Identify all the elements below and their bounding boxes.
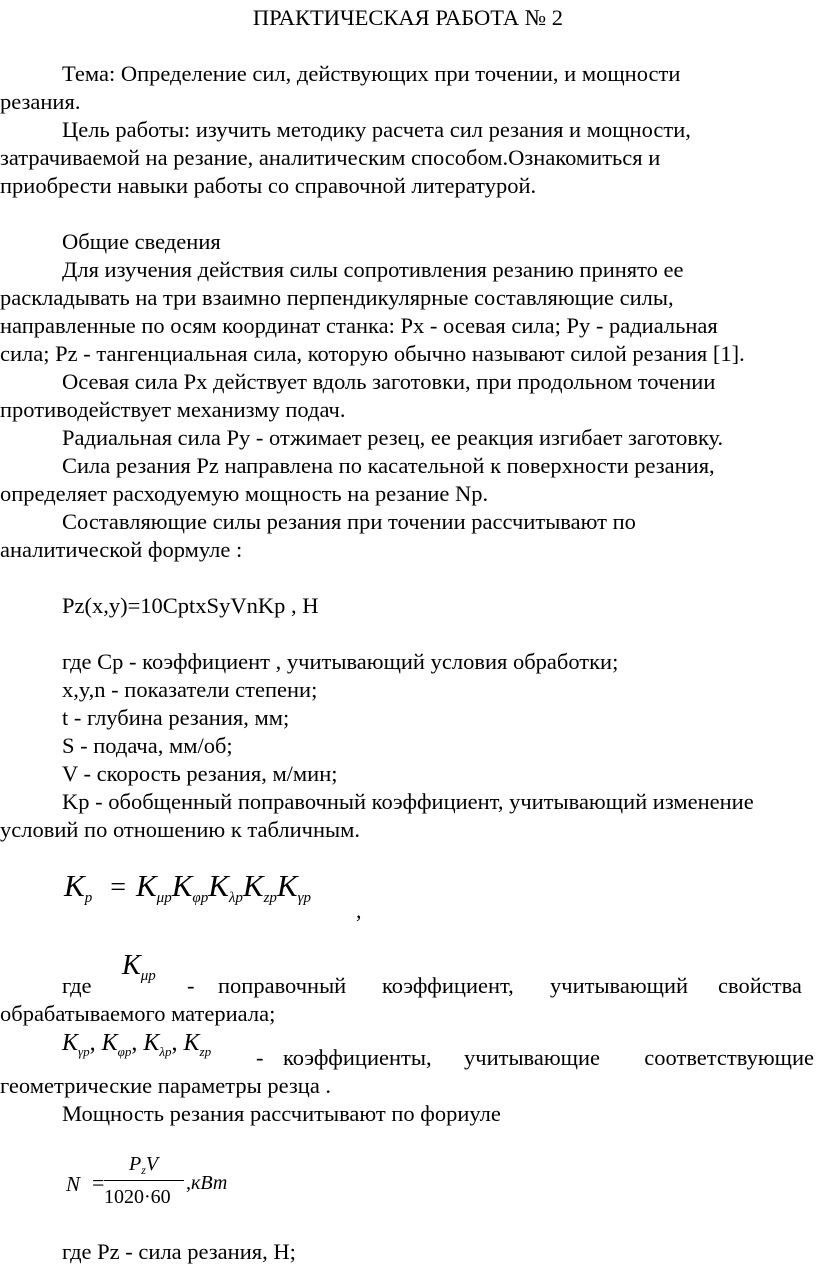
def-kp-line-2: условий по отношению к табличным.: [0, 817, 361, 842]
k-sub: μp: [140, 968, 156, 984]
kmu-def-line-2: обрабатываемого материала;: [0, 1001, 276, 1026]
p-sub: z: [141, 1163, 146, 1177]
k-symbol: K: [171, 868, 193, 903]
p4-line-1: Сила резания Pz направлена по касательной к поверхности резания,: [62, 453, 715, 478]
k-symbol: K: [183, 1030, 200, 1056]
p1-line-2: раскладывать на три взаимно перпендикулярные составляющие силы,: [0, 285, 674, 310]
n-symbol: N: [66, 1172, 81, 1196]
goal-line-3: приобрести навыки работы со справочной литературой.: [0, 173, 537, 198]
sep: ,: [89, 1030, 96, 1056]
p5-line-1: Составляющие силы резания при точении рассчитывают по: [62, 509, 636, 534]
word: поправочный: [218, 973, 347, 998]
topic-line-1: Тема: Определение сил, действующих при точении, и мощности: [62, 61, 681, 86]
k-symbol: K: [242, 868, 264, 903]
formula-n-unit: ,кВт: [186, 1172, 228, 1194]
page-title: ПРАКТИЧЕСКАЯ РАБОТА № 2: [252, 5, 564, 30]
def-kp-line-1: Kp - обобщенный поправочный коэффициент, учитывающий изменение: [62, 789, 754, 814]
topic-line-2: резания.: [0, 89, 81, 114]
p1-line-3: направленные по осям координат станка: Px - осевая сила; Py - радиальная: [0, 313, 718, 338]
k-symbol: K: [143, 1030, 160, 1056]
k-sub: zp: [263, 890, 277, 906]
k-sub: zp: [199, 1044, 212, 1059]
k-sub: φp: [117, 1044, 132, 1059]
k-sub: p: [84, 890, 93, 906]
goal-line-1: Цель работы: изучить методику расчета сил резания и мощности,: [62, 117, 691, 142]
k-symbol: K: [62, 1030, 79, 1056]
fraction-bar: [104, 1180, 184, 1181]
formula-comma: ,: [356, 898, 362, 923]
general-heading: Общие сведения: [62, 229, 221, 254]
k-symbol: K: [276, 868, 298, 903]
word: соответствующие: [644, 1045, 814, 1070]
formula-force: Pz(x,y)=10CptxSyVnKp , H: [62, 593, 319, 618]
p1-line-1: Для изучения действия силы сопротивления резанию принято ее: [62, 257, 684, 282]
dash: -: [187, 973, 195, 998]
k-symbol: K: [135, 868, 157, 903]
formula-kp: [64, 868, 311, 907]
k-sub: λp: [159, 1044, 172, 1059]
equals-sign: =: [110, 872, 126, 903]
def-cp: где Cp - коэффициент , учитывающий условия обработки;: [62, 649, 619, 674]
formula-n-numerator: [129, 1153, 158, 1178]
kmu-symbol: [122, 950, 156, 985]
k-sub: γp: [78, 1044, 90, 1059]
word: свойства: [718, 973, 802, 998]
p4-line-2: определяет расходуемую мощность на резание Np.: [0, 481, 489, 506]
last-line: где Pz - сила резания, H;: [62, 1239, 296, 1264]
k-sub: μp: [156, 890, 172, 906]
word: коэффициенты,: [283, 1045, 432, 1070]
k-sub: λp: [228, 890, 243, 906]
k-symbol: K: [101, 1030, 118, 1056]
dash: -: [256, 1045, 264, 1070]
word: коэффициент,: [382, 973, 514, 998]
def-xyn: x,y,n - показатели степени;: [62, 677, 318, 702]
k-sub: γp: [297, 890, 312, 906]
v-symbol: V: [145, 1153, 159, 1175]
goal-line-2: затрачиваемой на резание, аналитическим способом.Ознакомиться и: [0, 145, 661, 170]
kmu-where: где: [62, 973, 92, 998]
sep: ,: [171, 1030, 178, 1056]
p1-line-4: сила; Pz - тангенциальная сила, которую обычно называют силой резания [1].: [0, 341, 745, 366]
word: учитывающий: [550, 973, 689, 998]
def-t: t - глубина резания, мм;: [62, 705, 290, 730]
p5-line-2: аналитической формуле :: [0, 537, 243, 562]
kgeom-symbols: [62, 1030, 211, 1060]
p3-line: Радиальная сила Py - отжимает резец, ее реакция изгибает заготовку.: [62, 425, 724, 450]
kgeom-def-line-2: геометрические параметры резца .: [0, 1073, 332, 1098]
def-s: S - подача, мм/об;: [62, 733, 233, 758]
k-symbol: K: [122, 950, 141, 981]
k-symbol: K: [64, 868, 85, 903]
p2-line-2: противодействует механизму подач.: [0, 397, 346, 422]
k-sub: φp: [192, 890, 209, 906]
p-symbol: P: [129, 1153, 142, 1175]
formula-n-denominator: 1020·60: [104, 1186, 171, 1208]
k-symbol: K: [208, 868, 229, 903]
power-heading: Мощность резания рассчитывают по фориуле: [62, 1101, 501, 1126]
formula-n: [66, 1172, 80, 1197]
p2-line-1: Осевая сила Px действует вдоль заготовки, при продольном точении: [62, 369, 716, 394]
sep: ,: [131, 1030, 138, 1056]
def-v: V - скорость резания, м/мин;: [62, 761, 338, 786]
word: учитывающие: [464, 1045, 601, 1070]
formula-n-equals: =: [92, 1170, 105, 1195]
